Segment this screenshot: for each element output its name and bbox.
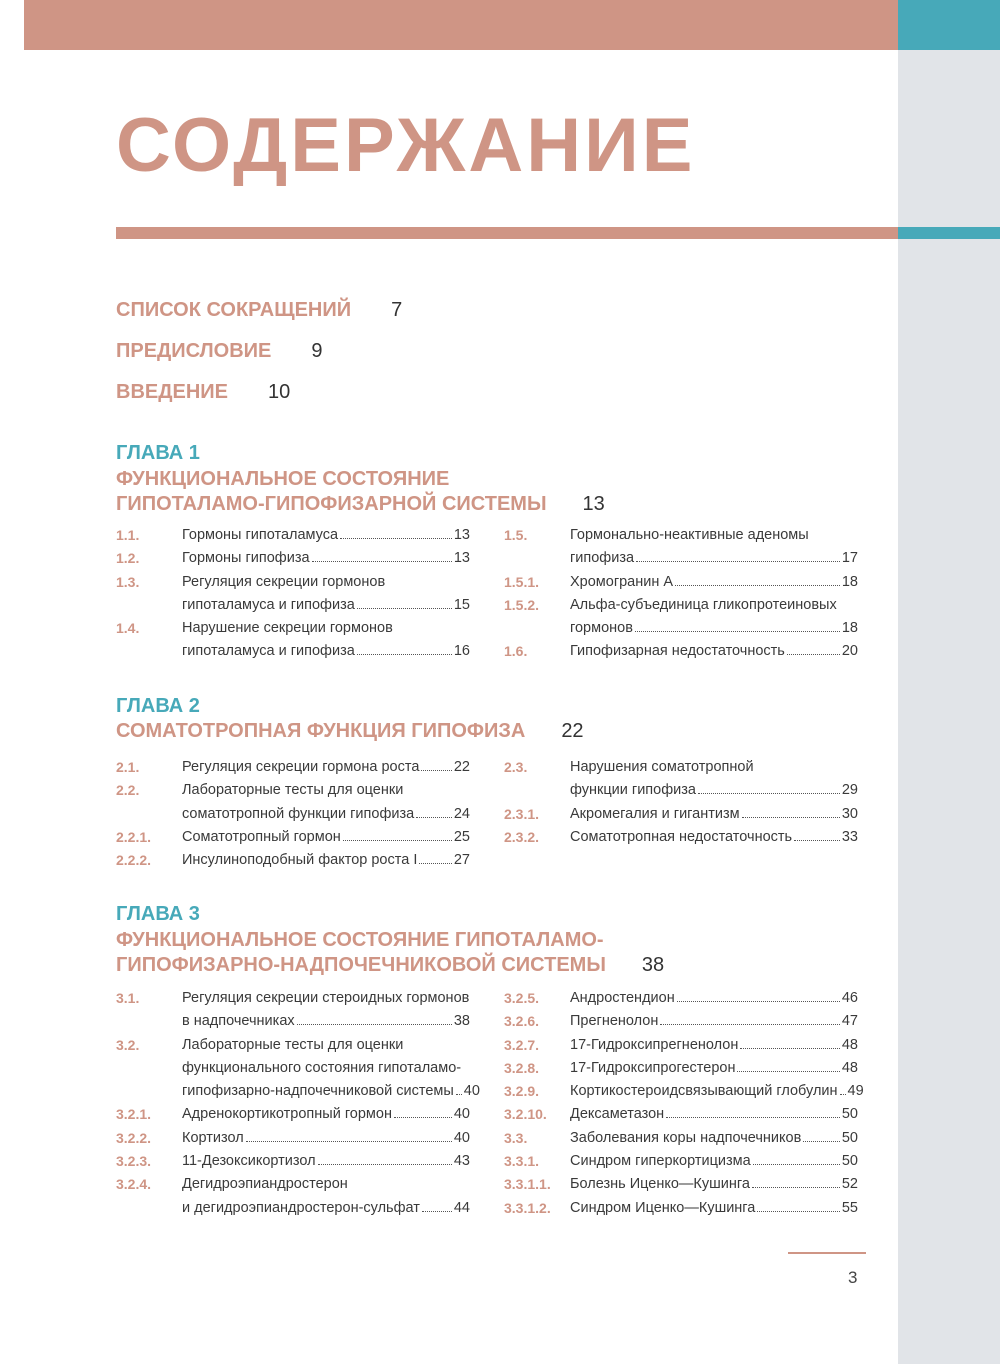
toc-entry[interactable] (504, 803, 858, 826)
toc-entry-line (182, 849, 470, 872)
toc-entry-text: в надпочечниках (182, 1013, 295, 1030)
toc-entry-text: Болезнь Иценко—Кушинга (570, 1176, 750, 1193)
toc-entry-page: 22 (453, 759, 470, 775)
toc-entry-body (570, 571, 858, 594)
toc-column (116, 756, 470, 872)
toc-entry-line (182, 594, 470, 617)
dot-leader (757, 1211, 840, 1212)
toc-entry-body (182, 547, 470, 570)
toc-entry-number: 1.4. (116, 620, 140, 637)
toc-entry[interactable] (504, 1173, 858, 1196)
toc-entry-text: Синдром Иценко—Кушинга (570, 1199, 756, 1216)
toc-entry-body (570, 1080, 864, 1103)
toc-entry-text: Лабораторные тесты для оценки (182, 782, 404, 799)
dot-leader (753, 1164, 840, 1165)
side-strip (898, 50, 1000, 1364)
dot-leader (343, 840, 452, 841)
toc-entry-page: 43 (453, 1153, 470, 1170)
toc-column (504, 987, 864, 1220)
toc-entry-text: Соматотропный гормон (182, 828, 341, 845)
toc-entry-page: 50 (841, 1106, 858, 1123)
title-rule (116, 227, 898, 239)
dot-leader (312, 561, 452, 562)
toc-entry-body (570, 1010, 858, 1033)
toc-entry-body (570, 1057, 858, 1080)
toc-entry-text: гормонов (570, 620, 633, 637)
toc-entry-line (182, 524, 470, 547)
toc-entry-page: 48 (841, 1059, 858, 1076)
toc-entry-text: Гормонально-неактивные аденомы (570, 527, 809, 543)
toc-entry-body (182, 1127, 470, 1150)
toc-entry-text: Дегидроэпиандростерон (182, 1176, 348, 1193)
toc-entry-text: 17-Гидроксипрегненолон (570, 1036, 739, 1053)
toc-entry-page: 30 (841, 805, 858, 822)
toc-entry-body (570, 1197, 858, 1220)
toc-entry[interactable] (504, 1127, 858, 1150)
toc-entry-page: 27 (453, 852, 470, 869)
toc-entry-number: 3.3.1. (504, 1153, 540, 1170)
toc-entry-text: Инсулиноподобный фактор роста I (182, 852, 418, 869)
toc-entry-page: 18 (841, 573, 858, 590)
toc-entry-body (182, 756, 470, 779)
toc-entry-number: 2.3.1. (504, 805, 540, 822)
toc-entry-text: 11-Дезоксикортизол (182, 1153, 316, 1170)
toc-entry-line (570, 1057, 858, 1080)
dot-leader (421, 770, 451, 771)
toc-entry-line (182, 756, 470, 779)
toc-entry-line (570, 1103, 858, 1126)
toc-entry-number: 2.1. (116, 759, 140, 775)
dot-leader (787, 654, 840, 655)
toc-entry-line (570, 779, 858, 802)
toc-entry-text: Регуляция секреции стероидных гормонов (182, 990, 470, 1006)
toc-entry-number: 2.3. (504, 759, 528, 775)
toc-entry-page: 38 (453, 1013, 470, 1030)
toc-entry-page: 29 (841, 782, 858, 799)
toc-entry[interactable] (116, 1150, 470, 1173)
toc-entry-line (570, 1034, 858, 1057)
toc-entry-page: 40 (453, 1106, 470, 1123)
toc-entry-page: 15 (453, 596, 470, 613)
toc-entry-text: Гормоны гипоталамуса (182, 527, 339, 543)
dot-leader (419, 863, 452, 864)
toc-entry-page: 49 (847, 1083, 864, 1100)
toc-entry-body (570, 1034, 858, 1057)
dot-leader (740, 1048, 840, 1049)
front-item-page: 10 (267, 381, 291, 403)
header-bar (24, 0, 898, 50)
toc-entry-text: и дегидроэпиандростерон-сульфат (182, 1199, 420, 1216)
toc-entry[interactable] (504, 826, 858, 849)
toc-entry-line (182, 826, 470, 849)
toc-entry-body (182, 1103, 470, 1126)
chapter-title[interactable] (116, 718, 584, 744)
toc-entry-number: 3.2.6. (504, 1013, 540, 1030)
toc-entry-body (570, 594, 858, 641)
toc-entry-number: 3.2.1. (116, 1106, 152, 1123)
toc-entry-text: функции гипофиза (570, 782, 696, 799)
dot-leader (636, 561, 840, 562)
toc-entry-line (182, 1150, 470, 1173)
dot-leader (297, 1024, 452, 1025)
toc-entry-page: 40 (453, 1129, 470, 1146)
toc-entry-line (570, 640, 858, 663)
dot-leader (246, 1141, 452, 1142)
toc-entry-page: 20 (841, 643, 858, 660)
toc-entry-page: 55 (841, 1199, 858, 1216)
chapter-label: ГЛАВА 1 (116, 442, 200, 464)
front-item[interactable] (116, 336, 323, 366)
toc-entry-line (570, 803, 858, 826)
toc-entry[interactable] (504, 524, 858, 571)
toc-entry-body (570, 1127, 858, 1150)
toc-entry-page: 13 (453, 550, 470, 567)
toc-entry-text: Кортикостероидсвязывающий глобулин (570, 1083, 838, 1100)
toc-entry[interactable] (504, 1197, 858, 1220)
toc-entry-body (182, 524, 470, 547)
toc-entry-text: Альфа-субъединица гликопротеиновых (570, 596, 837, 613)
toc-entry-text: гипоталамуса и гипофиза (182, 596, 355, 613)
toc-entry-line (570, 1197, 858, 1220)
toc-entry-text: Андростендион (570, 990, 675, 1006)
toc-entry-line (182, 1103, 470, 1126)
toc-column (504, 756, 858, 849)
toc-entry-body (182, 779, 470, 826)
toc-entry[interactable] (116, 1173, 470, 1220)
toc-entry-number: 3.2.5. (504, 990, 540, 1006)
dot-leader (737, 1071, 839, 1072)
dot-leader (456, 1094, 462, 1095)
toc-entry[interactable] (116, 1127, 470, 1150)
toc-entry-text: гипоталамуса и гипофиза (182, 643, 355, 660)
toc-entry-body (182, 849, 470, 872)
toc-entry-page: 50 (841, 1129, 858, 1146)
toc-entry-text: Дексаметазон (570, 1106, 665, 1123)
toc-entry-text: Регуляция секреции гормона роста (182, 759, 420, 775)
toc-entry[interactable] (504, 1150, 858, 1173)
toc-entry[interactable] (116, 1034, 480, 1104)
dot-leader (742, 817, 840, 818)
toc-entry[interactable] (116, 617, 470, 664)
toc-entry-number: 3.2.2. (116, 1129, 152, 1146)
header-bar-accent (898, 0, 1000, 50)
dot-leader (803, 1141, 840, 1142)
toc-entry-page: 13 (453, 527, 470, 543)
toc-entry[interactable] (116, 1103, 470, 1126)
toc-entry-text: Нарушение секреции гормонов (182, 620, 393, 637)
toc-entry[interactable] (504, 1010, 858, 1033)
toc-entry-text: 17-Гидроксипрогестерон (570, 1059, 736, 1076)
toc-entry[interactable] (116, 826, 470, 849)
toc-entry-number: 3.3.1.2. (504, 1199, 551, 1216)
toc-entry-text: Акромегалия и гигантизм (570, 805, 740, 822)
toc-entry-body (182, 826, 470, 849)
dot-leader (677, 1001, 840, 1002)
chapter-title-line: ГИПОФИЗАРНО-НАДПОЧЕЧНИКОВОЙ СИСТЕМЫ (116, 954, 606, 976)
dot-leader (318, 1164, 452, 1165)
toc-entry-number: 3.2.10. (504, 1106, 547, 1123)
toc-column (116, 524, 470, 664)
toc-entry-text: Соматотропная недостаточность (570, 828, 793, 845)
toc-entry[interactable] (116, 779, 470, 826)
toc-entry-number: 1.1. (116, 527, 140, 543)
toc-entry[interactable] (504, 987, 858, 1010)
toc-entry-number: 3.2.8. (504, 1059, 540, 1076)
page-number: 3 (848, 1268, 858, 1287)
toc-entry-body (182, 987, 470, 1034)
toc-entry[interactable] (504, 756, 858, 803)
toc-entry-number: 2.2.1. (116, 828, 152, 845)
chapter-page: 22 (561, 720, 584, 742)
front-item-title: СПИСОК СОКРАЩЕНИЙ (116, 299, 352, 321)
chapter-label: ГЛАВА 3 (116, 903, 200, 925)
toc-entry-text: Прегненолон (570, 1013, 659, 1030)
toc-entry-line (570, 547, 858, 570)
toc-entry-line (570, 1150, 858, 1173)
dot-leader (698, 793, 840, 794)
dot-leader (357, 654, 452, 655)
dot-leader (340, 538, 452, 539)
toc-entry-number: 1.6. (504, 643, 528, 660)
toc-entry[interactable] (504, 1103, 858, 1126)
front-item[interactable] (116, 377, 290, 407)
toc-entry-body (182, 617, 470, 664)
toc-entry-page: 16 (453, 643, 470, 660)
dot-leader (422, 1211, 452, 1212)
toc-entry-text: Гормоны гипофиза (182, 550, 310, 567)
dot-leader (794, 840, 840, 841)
dot-leader (635, 631, 840, 632)
chapter-page: 38 (641, 954, 665, 976)
toc-entry-text: гипофиза (570, 550, 635, 567)
toc-entry[interactable] (116, 756, 470, 779)
toc-entry-text: Заболевания коры надпочечников (570, 1129, 802, 1146)
toc-entry-text: Лабораторные тесты для оценки (182, 1036, 404, 1053)
toc-entry-number: 3.2.9. (504, 1083, 540, 1100)
toc-entry-page: 33 (841, 828, 858, 845)
toc-entry[interactable] (504, 1057, 858, 1080)
toc-entry[interactable] (504, 594, 858, 641)
toc-column (116, 987, 480, 1220)
toc-entry-page: 18 (841, 620, 858, 637)
toc-entry-number: 3.2. (116, 1036, 140, 1053)
toc-entry-page: 40 (463, 1083, 480, 1100)
toc-entry-line (182, 547, 470, 570)
toc-entry-number: 1.2. (116, 550, 140, 567)
toc-entry-line (570, 1127, 858, 1150)
toc-entry-number: 2.2. (116, 782, 140, 799)
footer-rule (788, 1252, 866, 1254)
toc-entry-line (182, 1010, 470, 1033)
toc-entry-page: 48 (841, 1036, 858, 1053)
toc-entry-number: 2.2.2. (116, 852, 152, 869)
toc-entry[interactable] (116, 547, 470, 570)
dot-leader (666, 1117, 840, 1118)
toc-entry-body (570, 1103, 858, 1126)
toc-entry[interactable] (504, 1080, 864, 1103)
toc-entry-text: функционального состояния гипоталамо- (182, 1059, 462, 1076)
toc-entry-page: 17 (841, 550, 858, 567)
toc-entry-line (570, 1080, 864, 1103)
toc-entry-text: Гипофизарная недостаточность (570, 643, 785, 660)
dot-leader (416, 817, 452, 818)
chapter-title: ФУНКЦИОНАЛЬНОЕ СОСТОЯНИЕ (116, 468, 450, 490)
dot-leader (752, 1187, 840, 1188)
chapter-title[interactable] (116, 491, 605, 517)
toc-entry-page: 44 (453, 1199, 470, 1216)
toc-entry-line (570, 571, 858, 594)
front-item-page: 9 (311, 340, 323, 362)
toc-entry-number: 3.3. (504, 1129, 528, 1146)
toc-entry-text: Синдром гиперкортицизма (570, 1153, 751, 1170)
toc-entry-body (182, 571, 470, 618)
dot-leader (660, 1024, 840, 1025)
toc-entry-text: Хромогранин А (570, 573, 674, 590)
toc-entry-line (182, 1127, 470, 1150)
toc-entry-text: Регуляция секреции гормонов (182, 573, 386, 590)
toc-entry-number: 3.2.7. (504, 1036, 540, 1053)
toc-entry-page: 47 (841, 1013, 858, 1030)
toc-entry-number: 3.1. (116, 990, 140, 1006)
toc-entry-body (182, 1173, 470, 1220)
toc-entry-number: 3.2.3. (116, 1153, 152, 1170)
toc-entry-body (570, 987, 858, 1010)
toc-entry-line (570, 1010, 858, 1033)
chapter-title-line: ГИПОТАЛАМО-ГИПОФИЗАРНОЙ СИСТЕМЫ (116, 493, 547, 515)
toc-entry-text: Кортизол (182, 1129, 244, 1146)
toc-entry[interactable] (116, 524, 470, 547)
toc-entry-text: Нарушения соматотропной (570, 759, 754, 775)
toc-entry[interactable] (504, 571, 858, 594)
toc-entry-body (182, 1034, 480, 1104)
toc-entry-line (182, 640, 470, 663)
toc-entry-number: 1.5.2. (504, 596, 540, 613)
toc-entry-body (570, 826, 858, 849)
toc-column (504, 524, 858, 664)
toc-entry-number: 1.5. (504, 527, 528, 543)
toc-entry-line (182, 803, 470, 826)
toc-entry-body (570, 524, 858, 571)
toc-entry-text: соматотропной функции гипофиза (182, 805, 415, 822)
toc-entry-number: 1.5.1. (504, 573, 540, 590)
chapter-page: 13 (582, 493, 605, 515)
toc-entry-body (570, 803, 858, 826)
chapter-title[interactable] (116, 952, 664, 978)
toc-entry-line (570, 826, 858, 849)
toc-entry-text: гипофизарно-надпочечниковой системы (182, 1083, 454, 1100)
front-item-title: ВВЕДЕНИЕ (116, 381, 228, 403)
toc-entry-page: 50 (841, 1153, 858, 1170)
toc-entry-page: 52 (841, 1176, 858, 1193)
toc-entry-text: Адренокортикотропный гормон (182, 1106, 392, 1123)
toc-entry-page: 24 (453, 805, 470, 822)
page-title: СОДЕРЖАНИЕ (116, 103, 696, 188)
dot-leader (675, 585, 840, 586)
toc-entry-page: 46 (841, 990, 858, 1006)
front-item-page: 7 (391, 299, 403, 321)
title-rule-accent (898, 227, 1000, 239)
toc-entry-body (570, 756, 858, 803)
toc-entry-body (570, 1150, 858, 1173)
toc-entry-line (570, 617, 858, 640)
toc-entry-page: 25 (453, 828, 470, 845)
toc-entry-number: 3.2.4. (116, 1176, 152, 1193)
toc-entry-line (570, 1173, 858, 1196)
toc-entry-line (182, 1080, 480, 1103)
toc-entry-line (182, 1197, 470, 1220)
toc-entry-number: 1.3. (116, 573, 140, 590)
toc-entry[interactable] (504, 1034, 858, 1057)
toc-entry[interactable] (116, 571, 470, 618)
chapter-label: ГЛАВА 2 (116, 695, 200, 717)
toc-entry[interactable] (116, 987, 470, 1034)
front-item-title: ПРЕДИСЛОВИЕ (116, 340, 272, 362)
toc-entry-body (570, 1173, 858, 1196)
toc-entry-body (570, 640, 858, 663)
chapter-title-line: СОМАТОТРОПНАЯ ФУНКЦИЯ ГИПОФИЗА (116, 720, 526, 742)
dot-leader (357, 608, 452, 609)
dot-leader (394, 1117, 452, 1118)
toc-entry-number: 2.3.2. (504, 828, 540, 845)
chapter-title: ФУНКЦИОНАЛЬНОЕ СОСТОЯНИЕ ГИПОТАЛАМО- (116, 929, 604, 951)
toc-entry-body (182, 1150, 470, 1173)
toc-entry-number: 3.3.1.1. (504, 1176, 551, 1193)
toc-entry[interactable] (116, 849, 470, 872)
toc-entry-line (570, 987, 858, 1010)
dot-leader (840, 1094, 846, 1095)
toc-entry[interactable] (504, 640, 858, 663)
front-item[interactable] (116, 295, 402, 325)
